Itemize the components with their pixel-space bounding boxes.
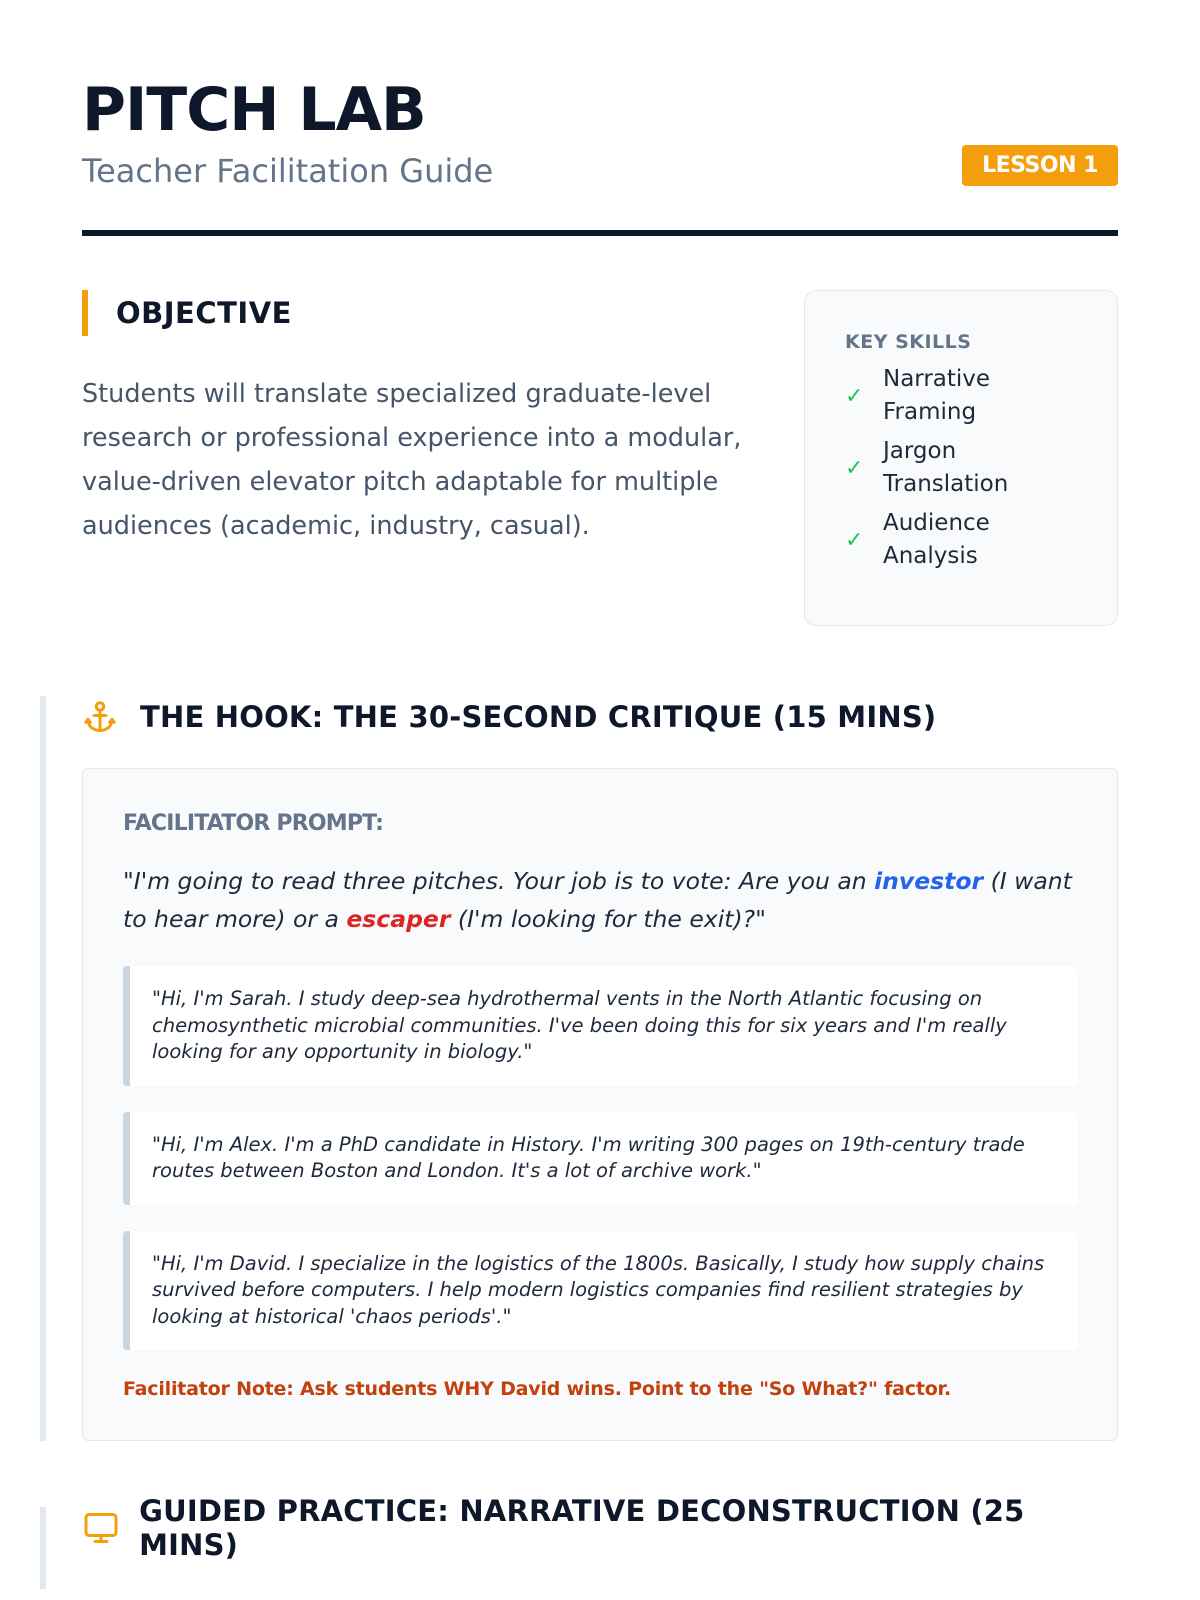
skill-item xyxy=(845,435,1077,501)
objective-section xyxy=(82,290,742,626)
key-skills-label: KEY SKILLS xyxy=(845,331,972,353)
anchor-icon xyxy=(82,698,140,736)
pitch-quote-alex: "Hi, I'm Alex. I'm a PhD candidate in History. I'm writing 300 pages on 19th-century trade routes between Boston and London. It's a lot of archive work." xyxy=(123,1112,1077,1205)
facilitator-prompt xyxy=(123,862,1077,938)
hook-section-title xyxy=(82,696,1118,738)
pitch-quote-david: "Hi, I'm David. I specialize in the logistics of the 1800s. Basically, I study how supply chains survived before computers. I help modern logistics companies find resilient strategies by looking at historical 'chaos periods'." xyxy=(123,1231,1077,1351)
prompt-text: "I'm going to read three pitches. Your job is to vote: Are you an xyxy=(123,867,875,895)
check-icon: ✓ xyxy=(845,455,864,481)
objective-heading: OBJECTIVE xyxy=(82,290,742,336)
guided-practice-title xyxy=(82,1494,1118,1562)
escaper-term: escaper xyxy=(346,905,451,933)
guided-practice-title-text: GUIDED PRACTICE: NARRATIVE DECONSTRUCTION (25 MINS) xyxy=(139,1494,1025,1562)
lesson-badge: LESSON 1 xyxy=(962,145,1118,186)
page-title: PITCH LAB xyxy=(82,75,426,145)
prompt-text: (I want to hear more) or a xyxy=(123,867,1072,933)
hook-title-text: THE HOOK: THE 30-SECOND CRITIQUE (15 MINS) xyxy=(140,700,937,734)
page-header xyxy=(82,0,1118,236)
check-icon: ✓ xyxy=(845,383,864,409)
skill-label: Jargon Translation xyxy=(883,438,1009,497)
pitch-quote-sarah: "Hi, I'm Sarah. I study deep-sea hydrothermal vents in the North Atlantic focusing on chemosynthetic microbial communities. I've been doing this for six years and I'm really looking for any opportunity in biology." xyxy=(123,966,1077,1086)
investor-term: investor xyxy=(874,867,984,895)
guided-practice-section xyxy=(82,1494,1118,1562)
key-skills-card xyxy=(804,290,1118,626)
facilitator-note: Facilitator Note: Ask students WHY David wins. Point to the "So What?" factor. xyxy=(123,1378,952,1400)
skill-label: Audience Analysis xyxy=(883,510,990,569)
check-icon: ✓ xyxy=(845,527,864,553)
prompt-text: (I'm looking for the exit)?" xyxy=(450,905,766,933)
page-subtitle: Teacher Facilitation Guide xyxy=(82,152,494,190)
monitor-icon xyxy=(82,1510,139,1546)
facilitator-prompt-label: FACILITATOR PROMPT: xyxy=(123,811,384,836)
skill-item xyxy=(845,507,1077,573)
skill-label: Narrative Framing xyxy=(883,366,991,425)
hook-section xyxy=(82,696,1118,1441)
objective-row xyxy=(82,290,1118,626)
objective-text: Students will translate specialized graduate-level research or professional experience into a modular, value-driven elevator pitch adaptable for multiple audiences (academic, industry, casual). xyxy=(82,379,742,541)
skill-item xyxy=(845,363,1077,429)
facilitator-card xyxy=(82,768,1118,1441)
title-block xyxy=(82,75,494,190)
